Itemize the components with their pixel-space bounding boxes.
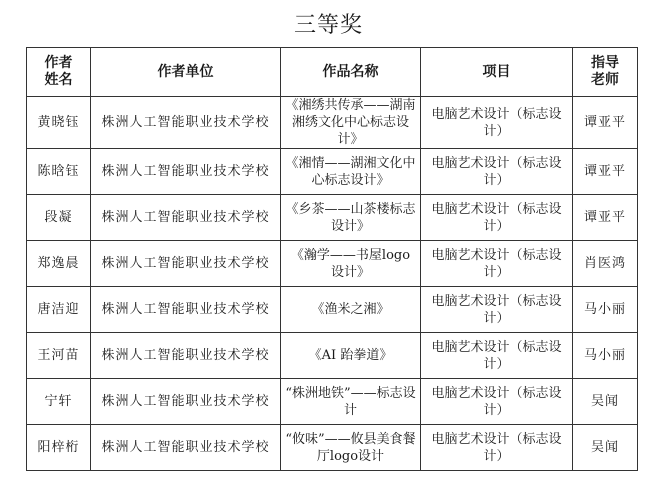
cell-advisor: 谭亚平 [573, 149, 638, 195]
page-title: 三等奖 [293, 13, 363, 38]
header-advisor-line1: 指导 [591, 55, 619, 71]
header-work: 作品名称 [281, 48, 421, 97]
cell-work: 《瀚学——书屋logo设计》 [281, 241, 421, 287]
cell-project: 电脑艺术设计（标志设计） [421, 241, 573, 287]
cell-author: 段凝 [27, 195, 91, 241]
cell-author: 阳梓桁 [27, 425, 91, 471]
table-header-row [27, 48, 638, 97]
cell-project: 电脑艺术设计（标志设计） [421, 195, 573, 241]
cell-project: 电脑艺术设计（标志设计） [421, 425, 573, 471]
cell-unit: 株洲人工智能职业技术学校 [91, 379, 281, 425]
cell-author: 郑逸晨 [27, 241, 91, 287]
header-advisor-line2: 老师 [591, 72, 619, 88]
cell-advisor: 马小丽 [573, 333, 638, 379]
table-row [27, 97, 638, 149]
cell-project: 电脑艺术设计（标志设计） [421, 97, 573, 149]
cell-project: 电脑艺术设计（标志设计） [421, 333, 573, 379]
cell-work: “株洲地铁”——标志设计 [281, 379, 421, 425]
header-unit: 作者单位 [91, 48, 281, 97]
cell-project: 电脑艺术设计（标志设计） [421, 379, 573, 425]
cell-advisor: 吴闻 [573, 425, 638, 471]
header-advisor [573, 48, 638, 97]
table-row [27, 379, 638, 425]
header-author-line2: 姓名 [44, 72, 73, 88]
header-author-line1: 作者 [44, 55, 73, 71]
cell-advisor: 谭亚平 [573, 97, 638, 149]
cell-project: 电脑艺术设计（标志设计） [421, 287, 573, 333]
table-row [27, 287, 638, 333]
cell-advisor: 谭亚平 [573, 195, 638, 241]
cell-author: 宁轩 [27, 379, 91, 425]
table-row [27, 241, 638, 287]
cell-advisor: 马小丽 [573, 287, 638, 333]
award-table [26, 47, 638, 471]
cell-advisor: 吴闻 [573, 379, 638, 425]
cell-unit: 株洲人工智能职业技术学校 [91, 97, 281, 149]
table-row [27, 149, 638, 195]
cell-author: 陈晗钰 [27, 149, 91, 195]
cell-unit: 株洲人工智能职业技术学校 [91, 333, 281, 379]
cell-project: 电脑艺术设计（标志设计） [421, 149, 573, 195]
cell-author: 黄晓钰 [27, 97, 91, 149]
table-row [27, 195, 638, 241]
cell-work: “攸味”——攸县美食餐厅logo设计 [281, 425, 421, 471]
cell-unit: 株洲人工智能职业技术学校 [91, 241, 281, 287]
cell-unit: 株洲人工智能职业技术学校 [91, 195, 281, 241]
cell-unit: 株洲人工智能职业技术学校 [91, 149, 281, 195]
cell-author: 唐洁迎 [27, 287, 91, 333]
cell-work: 《渔米之湘》 [281, 287, 421, 333]
header-author [27, 48, 91, 97]
cell-work: 《湘绣共传承——湖南湘绣文化中心标志设计》 [281, 97, 421, 149]
header-project: 项目 [421, 48, 573, 97]
cell-work: 《乡茶——山茶楼标志设计》 [281, 195, 421, 241]
cell-work: 《湘情——湖湘文化中心标志设计》 [281, 149, 421, 195]
table-row [27, 333, 638, 379]
cell-unit: 株洲人工智能职业技术学校 [91, 287, 281, 333]
table-row [27, 425, 638, 471]
cell-unit: 株洲人工智能职业技术学校 [91, 425, 281, 471]
cell-author: 王河苗 [27, 333, 91, 379]
cell-work: 《AI 跆拳道》 [281, 333, 421, 379]
cell-advisor: 肖医鸿 [573, 241, 638, 287]
